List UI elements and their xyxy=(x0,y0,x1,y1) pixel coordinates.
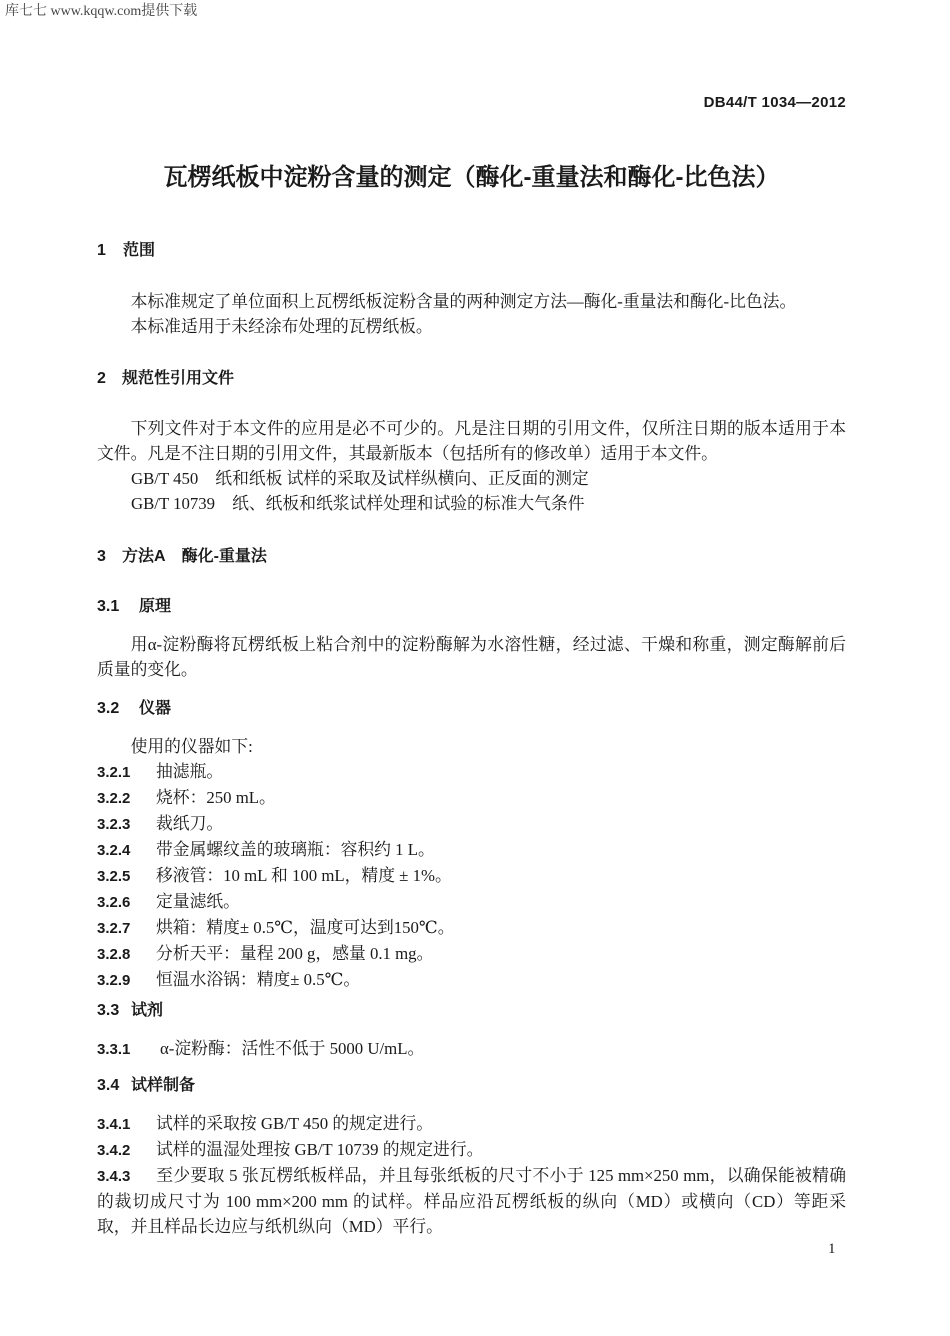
reference-item xyxy=(131,466,846,492)
sample-preparation-list xyxy=(97,1111,846,1239)
item-text: 定量滤纸。 xyxy=(156,891,240,911)
section-2-heading xyxy=(97,366,846,391)
download-watermark: 库七七 www.kqqw.com提供下载 xyxy=(5,4,198,19)
item-number: 3.2.6 xyxy=(97,893,131,911)
clause-number: 3.2 xyxy=(97,699,120,717)
reference-list xyxy=(131,466,846,517)
apparatus-intro: 使用的仪器如下: xyxy=(130,736,253,756)
clause-3-1-heading xyxy=(97,594,846,619)
document-title: 瓦楞纸板中淀粉含量的测定（酶化-重量法和酶化-比色法） xyxy=(163,164,780,191)
list-item xyxy=(97,1111,846,1137)
item-number: 3.4.1 xyxy=(97,1115,131,1133)
list-item xyxy=(97,811,846,837)
list-item xyxy=(97,889,846,915)
item-number: 3.4.3 xyxy=(97,1167,131,1185)
section-number: 2 xyxy=(97,369,106,387)
item-number: 3.2.3 xyxy=(97,815,131,833)
item-text: 抽滤瓶。 xyxy=(156,761,224,781)
standard-code: DB44/T 1034—2012 xyxy=(703,94,846,111)
list-item xyxy=(97,759,846,785)
item-text: 烘箱：精度± 0.5℃，温度可达到150℃。 xyxy=(156,918,455,938)
item-number: 3.2.8 xyxy=(97,946,131,964)
section-title: 规范性引用文件 xyxy=(122,369,235,387)
item-text: 至少要取 5 张瓦楞纸板样品，并且每张纸板的尺寸不小于 125 mm×250 mm，以确保能被精确的裁切成尺寸为 100 mm×200 mm 的试样。样品应沿瓦楞纸板的纵向（MD）或横向（CD）等距采取，并且样品长边应与纸机纵向（MD）平行。 xyxy=(97,1165,846,1236)
section-subtitle: 酶化-重量法 xyxy=(181,547,267,565)
clause-number: 3.3 xyxy=(97,1001,120,1019)
section-number: 3 xyxy=(97,547,106,565)
item-text: 裁纸刀。 xyxy=(156,813,224,833)
item-text: 移液管：10 mL 和 100 mL，精度 ± 1%。 xyxy=(156,865,452,885)
section-title: 方法A xyxy=(122,547,166,565)
item-number: 3.2.1 xyxy=(97,763,131,781)
clause-title: 试剂 xyxy=(131,1001,164,1019)
list-item xyxy=(97,967,846,993)
clause-3-2-heading xyxy=(97,696,846,721)
apparatus-list xyxy=(97,759,846,994)
item-number: 3.2.7 xyxy=(97,920,131,938)
reference-code: GB/T 10739 xyxy=(131,494,216,513)
clause-title: 试样制备 xyxy=(131,1076,196,1094)
scope-paragraph-2: 本标准适用于未经涂布处理的瓦楞纸板。 xyxy=(130,316,433,336)
list-item xyxy=(97,1137,846,1163)
reference-title: 纸、纸板和纸浆试样处理和试验的标准大气条件 xyxy=(232,494,585,513)
clause-title: 原理 xyxy=(139,597,172,615)
page-number: 1 xyxy=(828,1241,836,1257)
section-title: 范围 xyxy=(123,241,156,259)
reference-code: GB/T 450 xyxy=(131,468,199,488)
section-1-heading xyxy=(97,238,846,263)
clause-title: 仪器 xyxy=(139,699,172,717)
item-number: 3.4.2 xyxy=(97,1141,131,1159)
normative-references-intro: 下列文件对于本文件的应用是必不可少的。凡是注日期的引用文件，仅所注日期的版本适用于本文件。凡是不注日期的引用文件，其最新版本（包括所有的修改单）适用于本文件。 xyxy=(97,418,846,463)
item-number: 3.3.1 xyxy=(97,1040,131,1058)
item-text: 试样的采取按 GB/T 450 的规定进行。 xyxy=(156,1113,434,1133)
item-text: α-淀粉酶：活性不低于 5000 U/mL。 xyxy=(160,1038,425,1058)
clause-3-3-heading xyxy=(97,998,846,1023)
principle-text: 用α-淀粉酶将瓦楞纸板上粘合剂中的淀粉酶解为水溶性糖，经过滤、干燥和称重，测定酶解前后质量的变化。 xyxy=(97,634,846,679)
item-text: 分析天平：量程 200 g，感量 0.1 mg。 xyxy=(156,944,434,964)
reference-title: 纸和纸板 试样的采取及试样纵横向、正反面的测定 xyxy=(215,468,589,488)
list-item xyxy=(97,863,846,889)
item-number: 3.2.5 xyxy=(97,867,131,885)
scope-paragraph-1: 本标准规定了单位面积上瓦楞纸板淀粉含量的两种测定方法—酶化-重量法和酶化-比色法。 xyxy=(130,291,797,311)
list-item xyxy=(97,785,846,811)
list-item xyxy=(97,1036,846,1062)
section-number: 1 xyxy=(97,241,106,259)
section-3-heading xyxy=(97,544,846,569)
clause-number: 3.4 xyxy=(97,1076,120,1094)
item-text: 烧杯：250 mL。 xyxy=(156,787,276,807)
item-text: 带金属螺纹盖的玻璃瓶：容积约 1 L。 xyxy=(156,839,435,859)
clause-number: 3.1 xyxy=(97,597,120,615)
item-text: 恒温水浴锅：精度± 0.5℃。 xyxy=(156,970,361,990)
list-item xyxy=(97,1163,846,1239)
list-item xyxy=(97,837,846,863)
item-text: 试样的温湿处理按 GB/T 10739 的规定进行。 xyxy=(156,1139,484,1159)
reagents-list xyxy=(97,1036,846,1062)
item-number: 3.2.4 xyxy=(97,841,131,859)
item-number: 3.2.9 xyxy=(97,972,131,990)
item-number: 3.2.2 xyxy=(97,789,131,807)
clause-3-4-heading xyxy=(97,1073,846,1098)
list-item xyxy=(97,915,846,941)
reference-item xyxy=(131,491,846,517)
list-item xyxy=(97,941,846,967)
